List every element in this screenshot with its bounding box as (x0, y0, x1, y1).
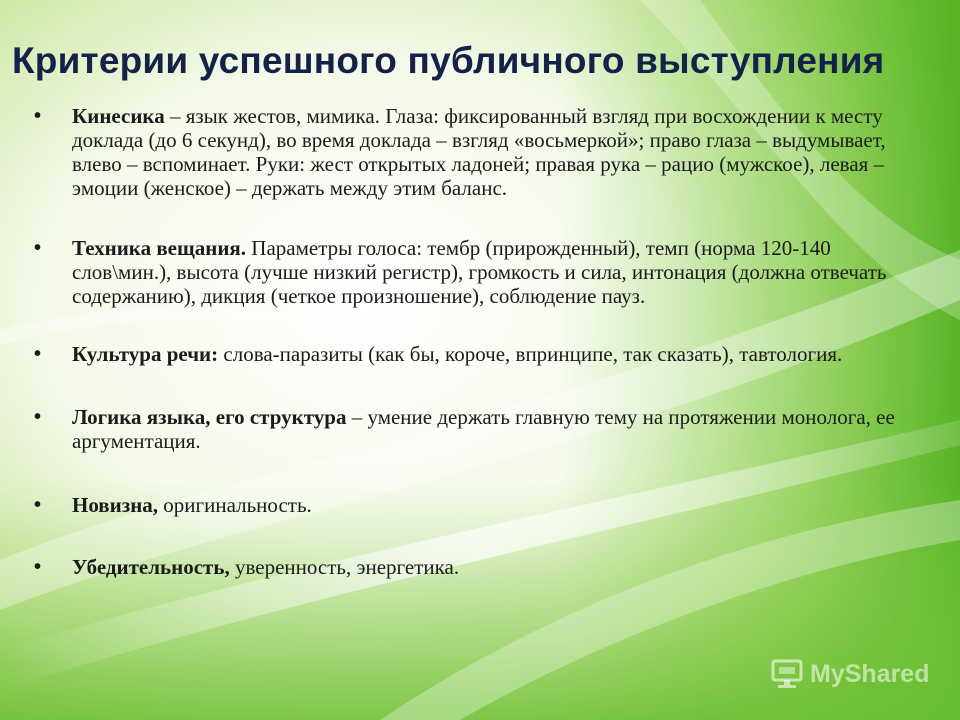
bullet-text: уверенность, энергетика. (229, 555, 460, 579)
bullet-text: – умение держать главную тему на протяжении монолога, ее аргументация. (72, 405, 895, 453)
bullet-term: Убедительность, (72, 555, 230, 579)
slide-title: Критерии успешного публичного выступления (12, 40, 885, 81)
bullet-item-language-logic (34, 405, 914, 453)
bullet-text: – язык жестов, мимика. Глаза: фиксированный взгляд при восхождении к месту доклада (до 6 секунд), во время доклада – взгляд «восьмеркой»; право глаза – выдумывает, влево – вспоминает. Руки: жест открытых ладоней; правая рука – рацио (мужское), левая – эмоции (женское) – держать между этим баланс. (72, 104, 886, 200)
bullet-item-novelty (34, 493, 914, 517)
bullet-item-kinesics (34, 104, 914, 200)
bullet-marker: • (34, 556, 42, 578)
bullet-marker: • (34, 343, 42, 365)
bullet-marker: • (34, 406, 42, 428)
bullet-term: Техника вещания. (72, 236, 247, 260)
watermark-text: MyShared (810, 659, 930, 688)
bullet-marker: • (34, 105, 42, 127)
bullet-text: Параметры голоса: тембр (прирожденный), темп (норма 120-140 слов\мин.), высота (лучше низкий регистр), громкость и сила, интонация (должна отвечать содержанию), дикция (четкое произношение), соблюдение пауз. (72, 236, 887, 308)
bullet-item-speech-culture (34, 342, 914, 366)
bullet-term: Культура речи: (72, 342, 219, 366)
bullet-text: оригинальность. (158, 493, 312, 517)
bullet-term: Логика языка, его структура (72, 405, 347, 429)
watermark (770, 656, 929, 692)
bullet-list (34, 104, 914, 579)
bullet-marker: • (34, 237, 42, 259)
bullet-term: Кинесика (72, 104, 165, 128)
bullet-marker: • (34, 494, 42, 516)
bullet-item-persuasiveness (34, 555, 914, 579)
monitor-icon (770, 658, 804, 690)
bullet-item-voice-technique (34, 236, 914, 308)
bullet-term: Новизна, (72, 493, 159, 517)
bullet-text: слова-паразиты (как бы, короче, впринципе, так сказать), тавтология. (218, 342, 843, 366)
